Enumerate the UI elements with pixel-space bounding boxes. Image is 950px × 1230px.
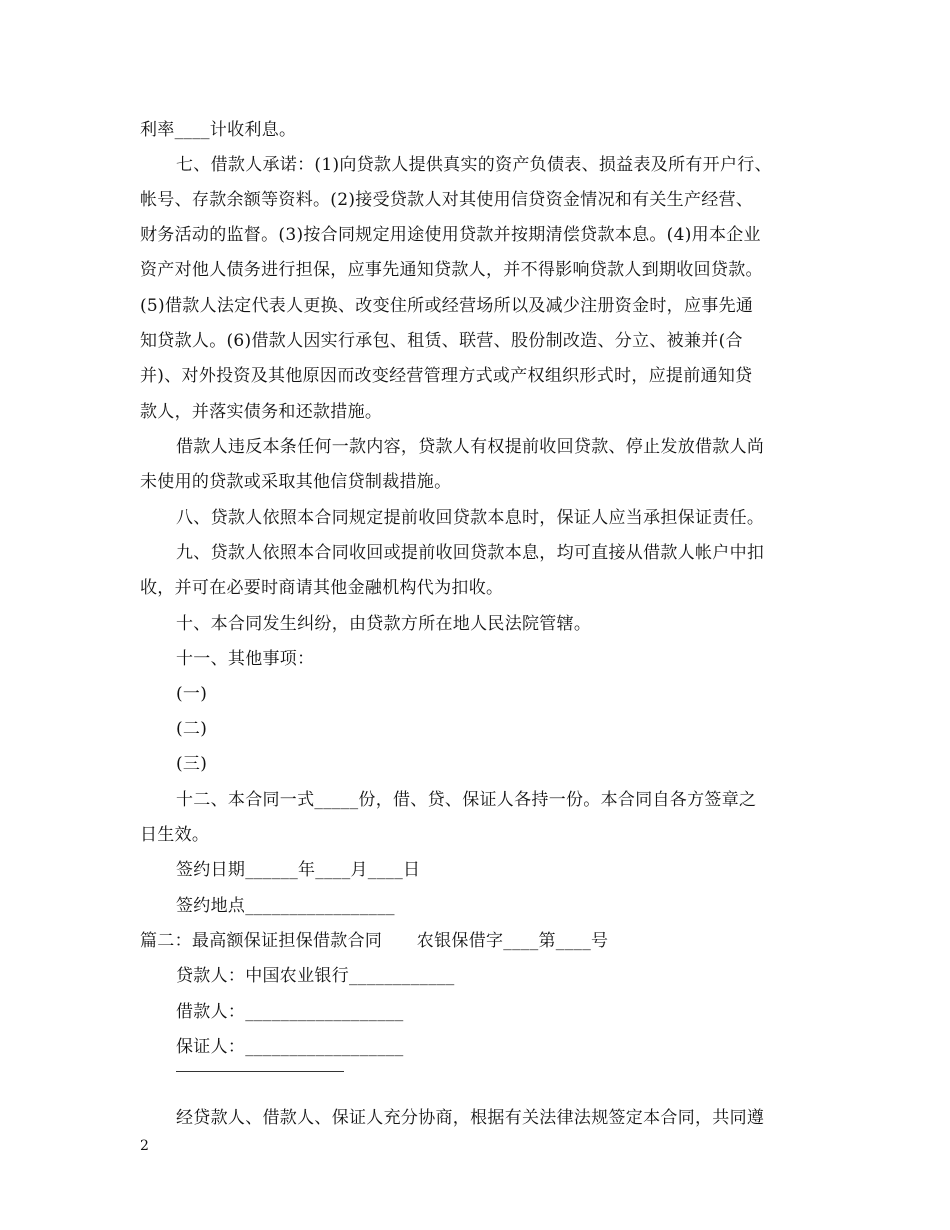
text-line: 九、贷款人依照本合同收回或提前收回贷款本息，均可直接从借款人帐户中扣: [176, 543, 765, 563]
text-line: 签约日期______年____月____日: [176, 860, 421, 880]
text-line: 十、本合同发生纠纷，由贷款方所在地人民法院管辖。: [176, 614, 592, 634]
text-line: (三): [176, 754, 208, 774]
text-line: 财务活动的监督。(3)按合同规定用途使用贷款并按期清偿贷款本息。(4)用本企业: [140, 225, 761, 245]
blank-underline: [176, 1071, 344, 1072]
text-line: 借款人违反本条任何一款内容，贷款人有权提前收回贷款、停止发放借款人尚: [176, 437, 765, 457]
text-line: 十一、其他事项：: [176, 649, 315, 669]
text-line: 款人，并落实债务和还款措施。: [140, 402, 383, 422]
text-line: 未使用的贷款或采取其他信贷制裁措施。: [140, 472, 452, 492]
text-line: 帐号、存款余额等资料。(2)接受贷款人对其使用信贷资金情况和有关生产经营、: [140, 190, 754, 210]
text-line: 签约地点_________________: [176, 896, 395, 916]
text-line: 并)、对外投资及其他原因而改变经营管理方式或产权组织形式时，应提前通知贷: [140, 366, 753, 386]
text-line: 收，并可在必要时商请其他金融机构代为扣收。: [140, 578, 504, 598]
text-line: 日生效。: [140, 825, 210, 845]
text-line: 利率____计收利息。: [140, 120, 297, 140]
text-line: 借款人：__________________: [176, 1002, 404, 1022]
text-line: 资产对他人债务进行担保，应事先通知贷款人，并不得影响贷款人到期收回贷款。: [140, 260, 763, 280]
text-line: (二): [176, 719, 208, 739]
text-line: 篇二：最高额保证担保借款合同 农银保借字____第____号: [140, 931, 609, 951]
text-line: (一): [176, 684, 208, 704]
page-number: 2: [140, 1138, 149, 1154]
text-line: (5)借款人法定代表人更换、改变住所或经营场所以及减少注册资金时，应事先通: [140, 296, 754, 316]
text-line: 七、借款人承诺：(1)向贷款人提供真实的资产负债表、损益表及所有开户行、: [176, 155, 772, 175]
text-line: 八、贷款人依照本合同规定提前收回贷款本息时，保证人应当承担保证责任。: [176, 508, 765, 528]
text-line: 贷款人：中国农业银行____________: [176, 966, 455, 986]
text-line: 经贷款人、借款人、保证人充分协商，根据有关法律法规签定本合同，共同遵: [176, 1108, 765, 1128]
text-line: 十二、本合同一式_____份，借、贷、保证人各持一份。本合同自各方签章之: [176, 790, 757, 810]
text-line: 保证人：__________________: [176, 1037, 404, 1057]
text-line: 知贷款人。(6)借款人因实行承包、租赁、联营、股份制改造、分立、被兼并(合: [140, 331, 743, 351]
